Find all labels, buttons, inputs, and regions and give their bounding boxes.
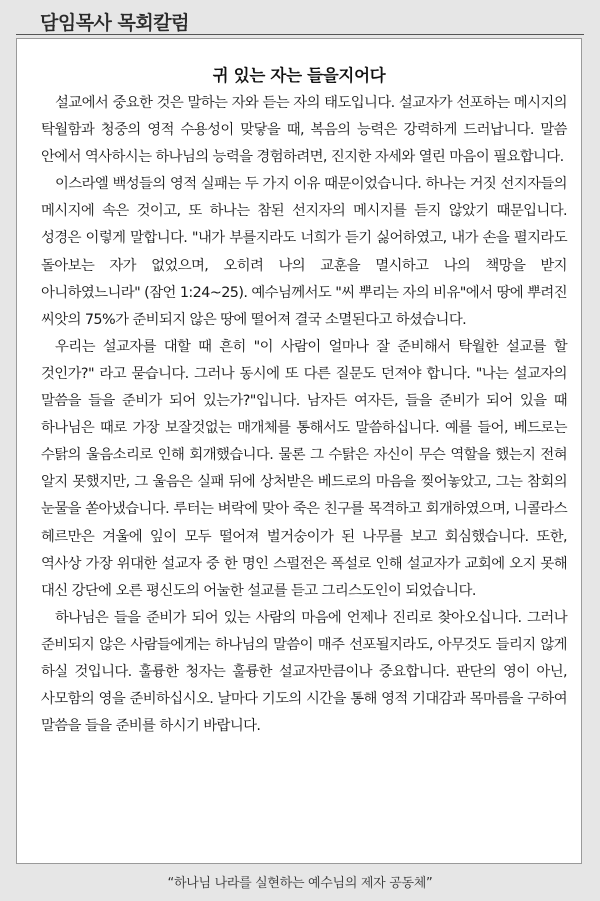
- church-motto: “하나님 나라를 실현하는 예수님의 제자 공동체”: [167, 876, 433, 891]
- article-paragraph: 우리는 설교자를 대할 때 흔히 "이 사람이 얼마나 잘 준비해서 탁월한 설교를 할 것인가?" 라고 묻습니다. 그러나 동시에 또 다른 질문도 던져야 합니다. "나는 설교자의 말씀을 들을 준비가 되어 있는가?"입니다. 남자든 여자든, 들을 준비가 되어 있을 때 하나님은 때로 가장 보잘것없는 매개체를 통해서도 말씀하십니다. 예를 들어, 베드로는 수탉의 울음소리로 인해 회개했습니다. 물론 그 수탉은 자신이 무슨 역할을 했는지 전혀 알지 못했지만, 그 울음은 실패 뒤에 상처받은 베드로의 마음을 찢어놓았고, 그는 참회의 눈물을 쏟아냈습니다. 루터는 벼락에 맞아 죽은 친구를 목격하고 회개하였으며, 니콜라스 헤르만은 겨울에 잎이 모두 떨어져 벌거숭이가 된 나무를 보고 회심했습니다. 또한, 역사상 가장 위대한 설교자 중 한 명인 스펄전은 폭설로 인해 설교자가 교회에 오지 못해 대신 강단에 오른 평신도의 어눌한 설교를 듣고 그리스도인이 되었습니다.: [41, 338, 567, 599]
- article-panel: [16, 38, 582, 864]
- article-paragraph: 하나님은 들을 준비가 되어 있는 사람의 마음에 언제나 진리로 찾아오십니다. 그러나 준비되지 않은 사람들에게는 하나님의 말씀이 매주 선포될지라도, 아무것도 들리지 않게 하실 것입니다. 훌륭한 청자는 훌륭한 설교자만큼이나 중요합니다. 판단의 영이 아닌, 사모함의 영을 준비하십시오. 날마다 기도의 시간을 통해 영적 기대감과 목마름을 구하여 말씀을 들을 준비를 하시기 바랍니다.: [41, 609, 567, 735]
- column-header: [0, 0, 600, 38]
- article-body: [41, 90, 567, 740]
- header-divider: [16, 34, 584, 35]
- article-title: 귀 있는 자는 들을지어다: [212, 66, 386, 85]
- column-title: 담임목사 목회칼럼: [40, 12, 189, 34]
- article-paragraph: 설교에서 중요한 것은 말하는 자와 듣는 자의 태도입니다. 설교자가 선포하는 메시지의 탁월함과 청중의 영적 수용성이 맞닿을 때, 복음의 능력은 강력하게 드러납니다. 말씀 안에서 역사하시는 하나님의 능력을 경험하려면, 진지한 자세와 열린 마음이 필요합니다.: [41, 95, 567, 166]
- article-paragraph: 이스라엘 백성들의 영적 실패는 두 가지 이유 때문이었습니다. 하나는 거짓 선지자들의 메시지에 속은 것이고, 또 하나는 참된 선지자의 메시지를 듣지 않았기 때문입니다. 성경은 이렇게 말합니다. "내가 부를지라도 너희가 듣기 싫어하였고, 내가 손을 펼지라도 돌아보는 자가 없었으며, 오히려 나의 교훈을 멸시하고 나의 책망을 받지 아니하였느니라" (잠언 1:24~25). 예수님께서도 "씨 뿌리는 자의 비유"에서 땅에 뿌려진 씨앗의 75%가 준비되지 않은 땅에 떨어져 결국 소멸된다고 하셨습니다.: [41, 176, 567, 328]
